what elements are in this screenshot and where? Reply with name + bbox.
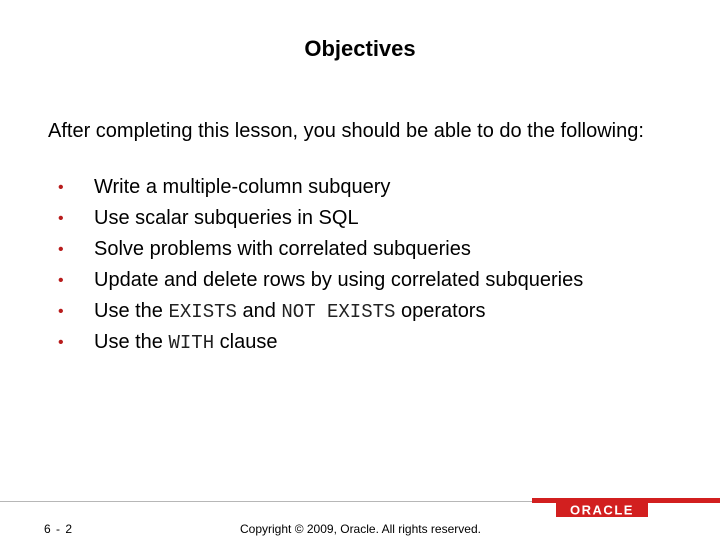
bullet-text: Write a multiple-column subquery: [94, 176, 391, 198]
code-keyword: WITH: [168, 332, 215, 354]
bullet-text: Update and delete rows by using correlated subqueries: [94, 269, 584, 291]
text-segment: Use the: [94, 331, 169, 353]
bullet-text: [94, 296, 485, 328]
bullet-icon: •: [58, 210, 64, 227]
copyright-text: Copyright © 2009, Oracle. All rights reserved.: [240, 522, 481, 536]
intro-text: After completing this lesson, you should be able to do the following:: [48, 120, 644, 142]
code-keyword: NOT EXISTS: [281, 301, 396, 323]
bullet-icon: •: [58, 241, 64, 258]
logo-text: ORACLE: [570, 503, 634, 517]
text-segment: Use the: [94, 300, 169, 322]
bullet-text: Solve problems with correlated subqueries: [94, 238, 471, 260]
text-segment: clause: [214, 331, 278, 353]
title-text: Objectives: [304, 36, 416, 61]
bullet-icon: •: [58, 303, 64, 320]
page-number: 6 - 2: [44, 522, 74, 536]
bullet-text: Use scalar subqueries in SQL: [94, 207, 359, 229]
slide-title: [0, 36, 720, 62]
text-segment: operators: [395, 300, 486, 322]
bullet-icon: •: [58, 272, 64, 289]
oracle-logo: [556, 503, 648, 517]
bullet-icon: •: [58, 179, 64, 196]
text-segment: and: [236, 300, 282, 322]
code-keyword: EXISTS: [168, 301, 237, 323]
bullet-icon: •: [58, 334, 64, 351]
bullet-text: [94, 327, 277, 359]
